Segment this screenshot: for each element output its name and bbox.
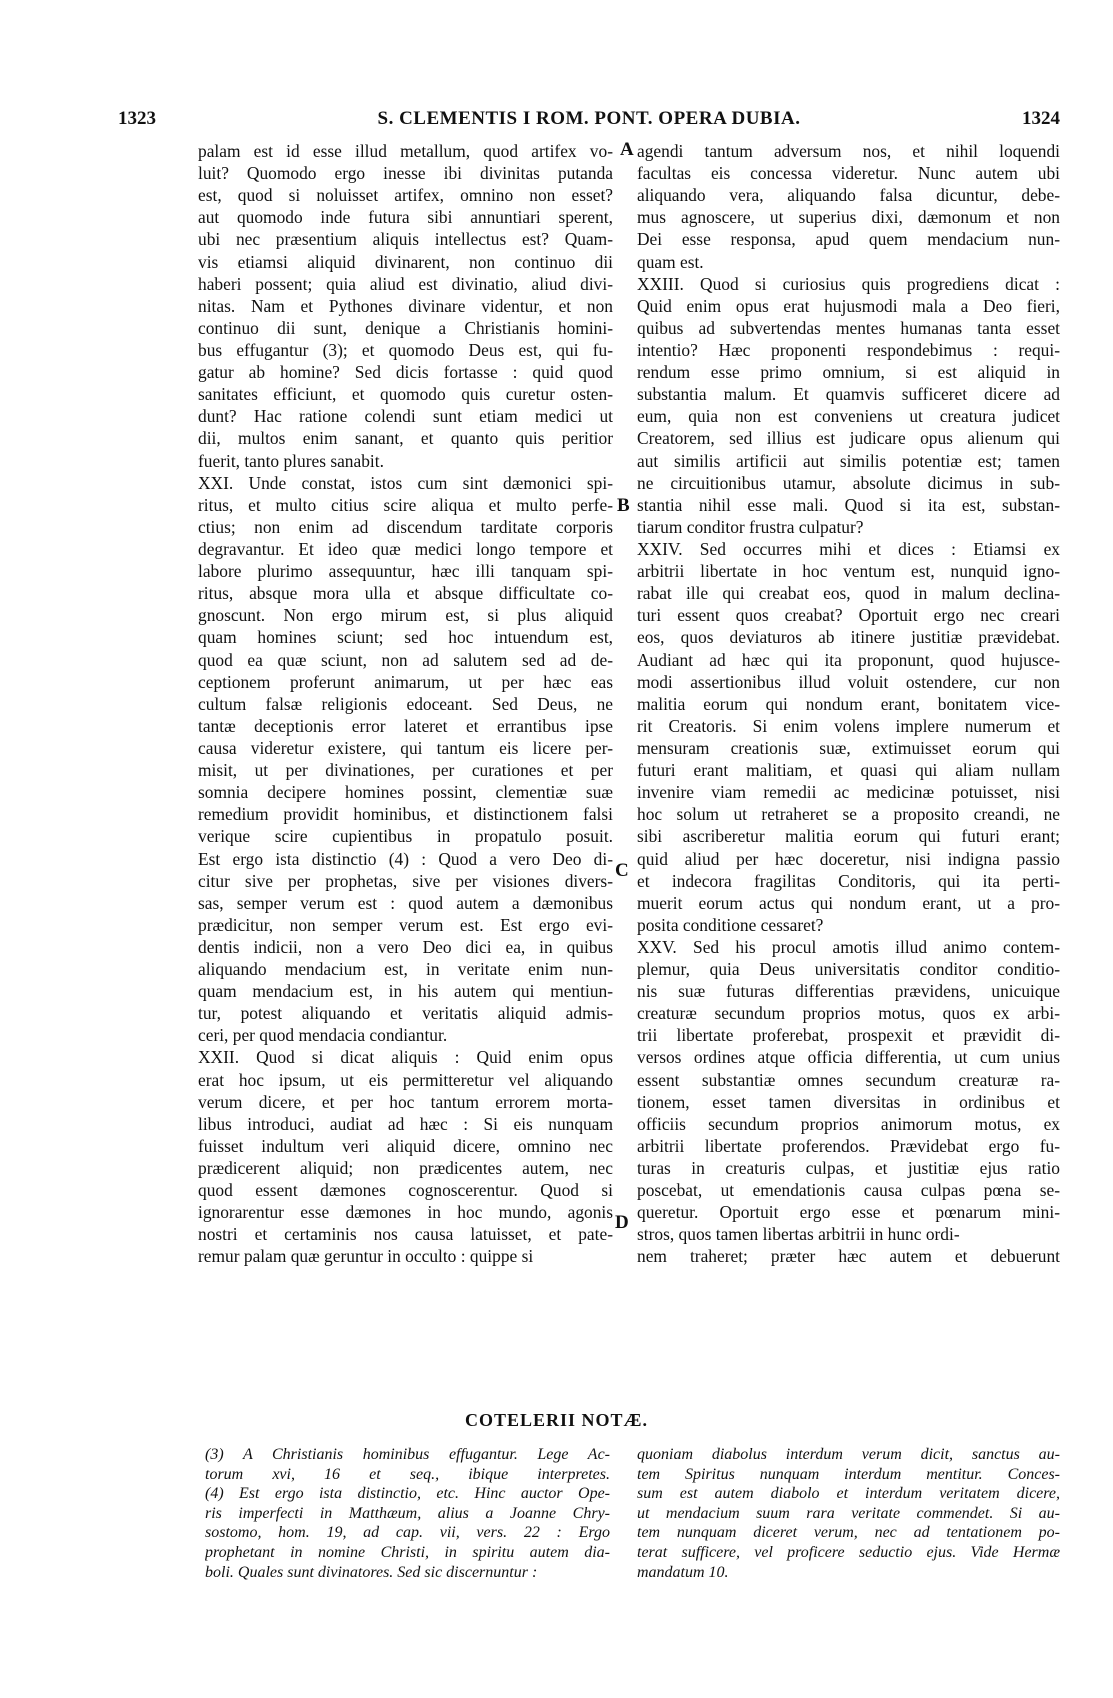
left-column-line: sanitates efficiunt, et quomodo quis curetur osten- (198, 384, 613, 405)
left-column-line: nitas. Nam et Pythones divinare videntur, et non (198, 295, 613, 316)
note-left-line: (4) Est ergo ista distinctio, etc. Hinc auctor Ope- (205, 1485, 610, 1503)
right-column-line: turas in creaturis culpas, et justitiæ ejus ratio (637, 1158, 1060, 1179)
left-column-line: prædicerent aliquid; non prædicentes autem, nec (198, 1158, 613, 1179)
note-right-line: quoniam diabolus interdum verum dicit, sanctus au- (637, 1446, 1060, 1463)
left-column-line: XXI. Unde constat, istos cum sint dæmonici spi- (198, 472, 613, 493)
right-column-line: Quid enim opus erat hujusmodi mala a Deo fieri, (637, 295, 1060, 316)
right-column-line: versos ordines atque officia differentia, ut cum unius (637, 1047, 1060, 1068)
left-column-line: quod essent dæmones cognoscerentur. Quod si (198, 1180, 613, 1201)
note-left-line: ris imperfecti in Matthæum, alius a Joanne Chry- (205, 1504, 610, 1522)
right-column-line: rit Creatoris. Si enim volens implere numerum et (637, 715, 1060, 736)
left-column-line: somnia decipere homines possint, clementiæ suæ (198, 782, 613, 803)
note-right-line: ut mendacium suum rara veritate commendet. Si au- (637, 1504, 1060, 1522)
section-marker-c: C (615, 860, 629, 881)
right-column-line: agendi tantum adversum nos, et nihil loquendi (637, 141, 1060, 161)
note-right-line: tem nunquam diceret verum, nec ad tentationem po- (637, 1524, 1060, 1542)
left-column-line: ritus, absque mora ulla et absque difficultate co- (198, 583, 613, 604)
right-column-line: plemur, quia Deus universitatis conditor conditio- (637, 959, 1060, 980)
left-column-line: remur palam quæ geruntur in occulto : quippe si (198, 1246, 534, 1267)
right-column-line: essent substantiæ omnes secundum creaturæ ra- (637, 1069, 1060, 1090)
left-column-line: continuo dii sunt, denique a Christianis homini- (198, 317, 613, 338)
right-column-line: quam est. (637, 251, 704, 272)
right-column-line: posita conditione cessaret? (637, 914, 824, 935)
right-column-line: rendum esse primo omnium, si est aliquid in (637, 362, 1060, 383)
right-column-line: officiis secundum proprios animorum motus, ex (637, 1113, 1060, 1134)
left-column-line: est, quod si noluisset artifex, omnino non esset? (198, 185, 613, 206)
right-column-line: rabat ille qui creabat eos, quod in malum declina- (637, 583, 1060, 604)
right-column-line: XXV. Sed his procul amotis illud animo contem- (637, 936, 1060, 957)
left-column-line: ignorarentur esse dæmones in hoc mundo, agonis (198, 1202, 613, 1223)
right-column-line: eos, quos deviaturos ab itinere justitiæ prævidebat. (637, 627, 1060, 648)
left-column-line: nostri et certaminis nos causa latuisset, et pate- (198, 1224, 613, 1245)
right-column-line: intentio? Hæc proponenti respondebimus : requi- (637, 339, 1060, 360)
right-column-line: mensuram creationis suæ, extimuisset eorum qui (637, 737, 1060, 758)
left-column-line: XXII. Quod si dicat aliquis : Quid enim opus (198, 1047, 613, 1068)
left-column-line: dentis indicii, non a vero Deo dici ea, in quibus (198, 936, 613, 957)
left-column-line: degravantur. Et ideo quæ medici longo tempore et (198, 538, 613, 559)
running-title: S. CLEMENTIS I ROM. PONT. OPERA DUBIA. (377, 108, 801, 129)
right-column-line: trii libertate proferebat, prospexit et prævidit di- (637, 1025, 1060, 1046)
left-column-line: prædicitur, non semper verum est. Est ergo evi- (198, 914, 613, 935)
left-column-line: verique scire cupientibus in propatulo posuit. (198, 826, 613, 847)
left-column-line: vis etiamsi aliquid divinarent, non continuo dii (198, 251, 613, 272)
left-column-line: libus introduci, audiat ad hæc : Si eis nunquam (198, 1113, 613, 1134)
left-column-line: gnoscunt. Non ergo mirum est, si plus aliquid (198, 605, 613, 626)
left-column-line: cultum falsæ religionis edoceant. Sed Deus, ne (198, 693, 613, 714)
right-column-line: quibus ad subvertendas mentes humanas tanta esset (637, 317, 1060, 338)
notes-right-column (637, 1445, 1060, 1582)
right-column-line: futuri erant malitiam, et quasi qui aliam nullam (637, 760, 1060, 781)
left-column-line: aut quomodo inde futura sibi annuntiari sperent, (198, 207, 613, 228)
right-column-line: stros, quos tamen libertas arbitrii in hunc ordi- (637, 1224, 960, 1245)
note-right-line: tem Spiritus nunquam interdum mentitur. Conces- (637, 1465, 1060, 1483)
left-column-line: remedium providit hominibus, et distinctionem falsi (198, 804, 613, 825)
left-column-line: fuerit, tanto plures sanabit. (198, 450, 384, 471)
right-column-line: sibi ascriberetur malitia eorum qui futuri erant; (637, 826, 1060, 847)
left-column-line: ritus, et multo citius scire aliqua et multo perfe- (198, 494, 613, 515)
note-left-line: torum xvi, 16 et seq., ibique interpretes. (205, 1465, 610, 1483)
page-number-left: 1323 (118, 108, 156, 129)
note-left-line: prophetant in nomine Christi, in spiritu autem dia- (205, 1543, 610, 1561)
note-left-line: (3) A Christianis hominibus effugantur. Lege Ac- (205, 1446, 610, 1463)
right-column-line: malitia eorum qui nondum erant, bonitatem vice- (637, 693, 1060, 714)
note-left-line: sostomo, hom. 19, ad cap. vii, vers. 22 : Ergo (205, 1524, 610, 1542)
right-column-line: facultas eis concessa videretur. Nunc autem ubi (637, 163, 1060, 184)
right-column-line: XXIII. Quod si curiosius quis progrediens dicat : (637, 273, 1060, 294)
right-column-line: et indecora fragilitas Conditoris, qui ita perti- (637, 870, 1060, 891)
left-column-line: misit, ut per divinationes, per curationes et per (198, 760, 613, 781)
left-column-line: ctius; non enim ad discendum tarditate corporis (198, 516, 613, 537)
right-column-line: creaturæ secundum proprios motus, quos ex arbi- (637, 1003, 1060, 1024)
note-left-line: boli. Quales sunt divinatores. Sed sic discernuntur : (205, 1563, 538, 1581)
left-column-line: erat hoc ipsum, ut eis permitteretur vel aliquando (198, 1069, 613, 1090)
left-column-line: causa videretur existere, qui tantum eis licere per- (198, 737, 613, 758)
section-marker-a: A (620, 139, 634, 160)
right-column-line: modi assertionibus illud voluit ostendere, cur non (637, 671, 1060, 692)
right-column-line: nis suæ futuras differentias prævidens, unicuique (637, 981, 1060, 1002)
left-column-line: Est ergo ista distinctio (4) : Quod a vero Deo di- (198, 848, 613, 869)
right-column-line: muerit eorum actus qui nondum erant, ut a pro- (637, 892, 1060, 913)
right-column-line: poscebat, ut emendationis causa culpas pœna se- (637, 1180, 1060, 1201)
right-column-line: Creatorem, sed illius est judicare opus alienum qui (637, 428, 1060, 449)
left-column-line: verum dicere, et per hoc tantum errorem morta- (198, 1091, 613, 1112)
note-right-line: sum est autem diabolo et interdum veritatem dicere, (637, 1485, 1060, 1503)
left-column-line: bus effugantur (3); et quomodo Deus est, qui fu- (198, 339, 613, 360)
right-text-column (637, 140, 1060, 1268)
right-column-line: tiarum conditor frustra culpatur? (637, 516, 864, 537)
notes-title: COTELERII NOTÆ. (464, 1410, 649, 1430)
left-column-line: labore plurimo assequuntur, hæc illi tanquam spi- (198, 561, 613, 582)
running-header (118, 108, 1060, 134)
right-column-line: eum, quia non est conveniens ut creatura judicet (637, 406, 1060, 427)
section-marker-d: D (615, 1212, 629, 1233)
note-right-line: mandatum 10. (637, 1563, 729, 1581)
left-column-line: tur, potest aliquando et veritatis aliquid admis- (198, 1003, 613, 1024)
right-column-line: hoc solum ut retraheret se a proposito creandi, ne (637, 804, 1060, 825)
right-column-line: turi essent quos creabat? Oportuit ergo nec creari (637, 605, 1060, 626)
page-number-right: 1324 (1022, 108, 1060, 129)
left-column-line: tantæ deceptionis error lateret et errantibus ipse (198, 715, 613, 736)
left-column-line: sas, semper verum est : quod autem a dæmonibus (198, 892, 613, 913)
left-column-line: ceri, per quod mendacia condiantur. (198, 1025, 448, 1046)
right-column-line: arbitrii libertate proferendos. Prævidebat ergo fu- (637, 1135, 1060, 1156)
left-column-line: gatur ab homine? Sed dicis fortasse : quid quod (198, 362, 613, 383)
left-column-line: palam est id esse illud metallum, quod artifex vo- (198, 141, 613, 161)
right-column-line: substantia malum. Et quamvis sufficeret dicere ad (637, 384, 1060, 405)
right-column-line: nem traheret; præter hæc autem et debuerunt (637, 1246, 1060, 1267)
note-right-line: terat sufficere, vel proficere seductio ejus. Vide Hermæ (637, 1543, 1060, 1561)
right-column-line: ne circuitionibus utamur, absolute dicimus in sub- (637, 472, 1060, 493)
left-column-line: quam mendacium est, in his autem qui mentiun- (198, 981, 613, 1002)
left-column-line: quod ea quæ sciunt, non ad salutem sed ad de- (198, 649, 613, 670)
left-column-line: aliquando mendacium est, in veritate enim nun- (198, 959, 613, 980)
right-column-line: XXIV. Sed occurres mihi et dices : Etiamsi ex (637, 538, 1060, 559)
left-column-line: dunt? Hac ratione colendi sunt etiam medici ut (198, 406, 613, 427)
right-column-line: quid aliud per hæc doceretur, nisi indigna passio (637, 848, 1060, 869)
right-column-line: aut similis artificii aut similis potentiæ est; tamen (637, 450, 1060, 471)
notes-left-column (205, 1445, 610, 1582)
left-column-line: quam homines sciunt; sed hoc intuendum est, (198, 627, 613, 648)
right-column-line: Dei esse responsa, apud quem mendacium nun- (637, 229, 1060, 250)
left-column-line: luit? Quomodo ergo inesse ibi divinitas putanda (198, 163, 613, 184)
right-column-line: tionem, esset tamen diversitas in ordinibus et (637, 1091, 1060, 1112)
left-column-line: fuisset indultum veri aliquid dicere, omnino nec (198, 1135, 613, 1156)
section-marker-b: B (617, 495, 630, 516)
right-column-line: queretur. Oportuit ergo esse et pœnarum mini- (637, 1202, 1060, 1223)
right-column-line: stantia nihil esse mali. Quod si ita est, substan- (637, 494, 1060, 515)
right-column-line: invenire viam remedii ac medicinæ potuisset, nisi (637, 782, 1060, 803)
left-column-line: ceptionem proferunt animarum, ut per hæc eas (198, 671, 613, 692)
left-text-column (198, 140, 613, 1268)
right-column-line: mus agnoscere, ut superius dixi, dæmonum et non (637, 207, 1060, 228)
left-column-line: haberi possent; quia aliud est divinatio, aliud divi- (198, 273, 613, 294)
right-column-line: aliquando vera, aliquando falsa dicuntur, debe- (637, 185, 1060, 206)
left-column-line: ubi nec præsentium aliquis intellectus est? Quam- (198, 229, 613, 250)
right-column-line: Audiant ad hæc qui ita proponunt, quod hujusce- (637, 649, 1060, 670)
left-column-line: citur sive per prophetas, sive per visiones divers- (198, 870, 613, 891)
left-column-line: dii, multos enim sanant, et quanto quis peritior (198, 428, 613, 449)
right-column-line: arbitrii libertate in hoc ventum est, nunquid igno- (637, 561, 1060, 582)
